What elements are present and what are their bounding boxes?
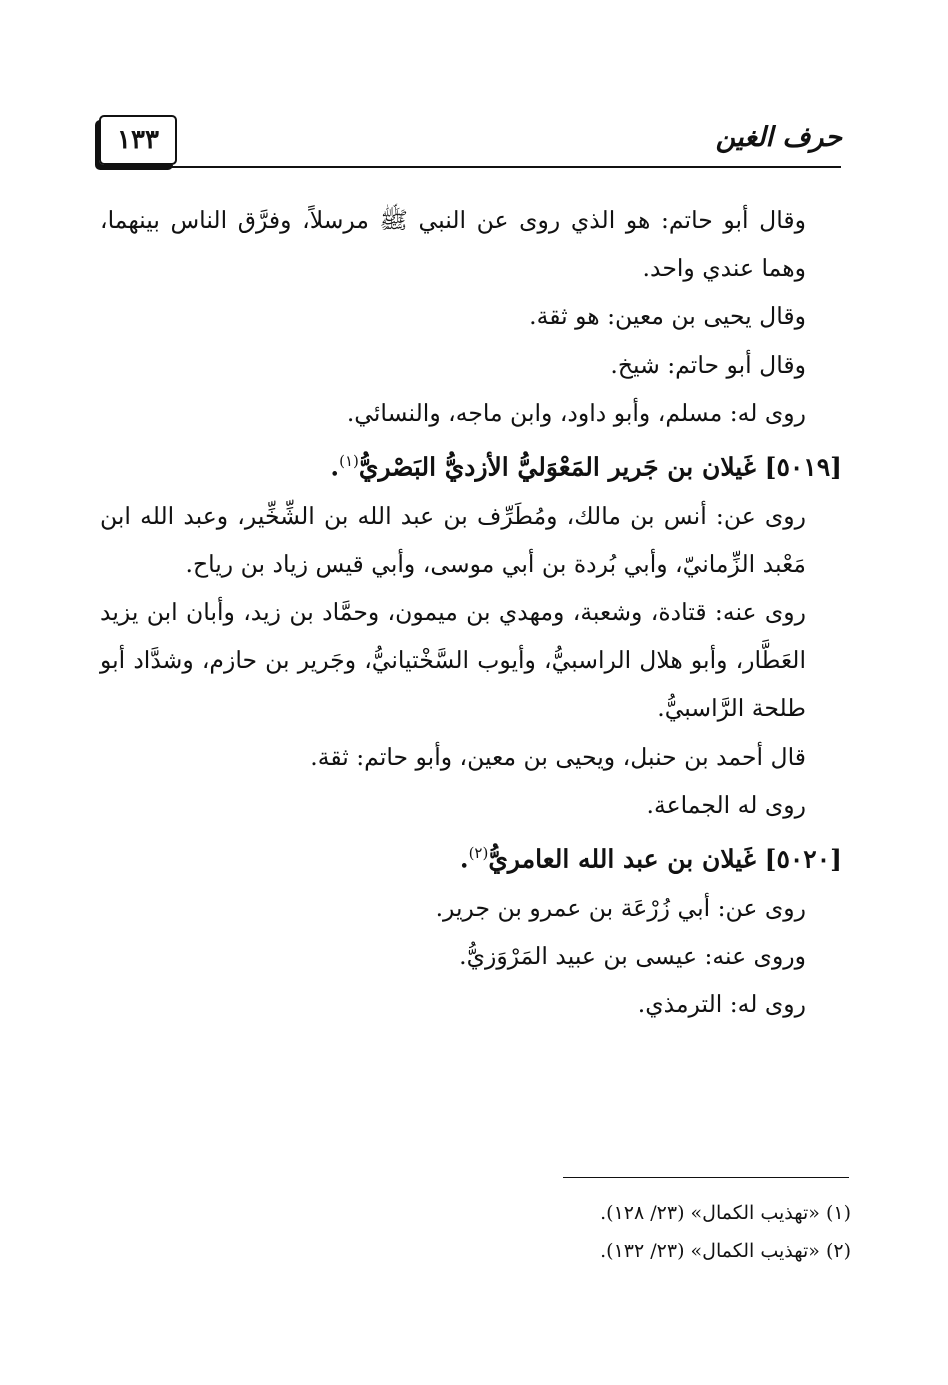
header-rule	[99, 166, 841, 168]
paragraph: روى له: الترمذي.	[637, 989, 806, 1018]
entry-name: غَيلان بن جَرير المَعْوَليُّ الأزديُّ البَصْريُّ	[358, 452, 756, 482]
entry-number: [٥٠١٩]	[764, 452, 842, 482]
paragraph: روى له: مسلم، وأبو داود، وابن ماجه، والنسائي.	[346, 398, 806, 427]
paragraph: وقال أبو حاتم: شيخ.	[610, 350, 806, 379]
chapter-title: حرف الغين	[715, 122, 842, 153]
entry-heading	[100, 829, 842, 884]
paragraph: قال أحمد بن حنبل، ويحيى بن معين، وأبو حاتم: ثقة.	[310, 742, 806, 771]
paragraph: روى عن: أبي زُرْعَة بن عمرو بن جرير.	[435, 893, 806, 922]
footnotes	[431, 1194, 851, 1270]
paragraph: وروى عنه: عيسى بن عبيد المَرْوَزيُّ.	[459, 941, 806, 970]
footnote-ref: (٢)	[468, 843, 489, 862]
paragraph: وقال أبو حاتم: هو الذي روى عن النبي ﷺ مرسلاً، وفرَّق الناس بينهما، وهما عندي واحد.	[100, 206, 806, 283]
entry-name: غَيلان بن عبد الله العامريُّ	[488, 844, 756, 874]
paragraph: وقال يحيى بن معين: هو ثقة.	[529, 302, 806, 331]
entry-end: .	[330, 452, 340, 482]
footnote-ref: (١)	[339, 452, 359, 471]
footnote: (٢) «تهذيب الكمال» (٢٣/ ١٣٢).	[600, 1240, 851, 1262]
page-number: ١٣٣	[117, 125, 159, 155]
footnote-rule	[563, 1177, 849, 1178]
entry-heading	[100, 437, 842, 492]
paragraph: روى عن: أنس بن مالك، ومُطَرِّف بن عبد الله بن الشِّخِّير، وعبد الله ابن مَعْبد الزِّمانيّ، وأبي بُردة بن أبي موسى، وأبي قيس زياد بن رياح.	[100, 501, 806, 578]
page-number-box	[99, 115, 177, 165]
entry-number: [٥٠٢٠]	[764, 844, 842, 874]
footnote: (١) «تهذيب الكمال» (٢٣/ ١٢٨).	[600, 1202, 851, 1224]
main-text	[100, 196, 842, 1028]
paragraph: روى عنه: قتادة، وشعبة، ومهدي بن ميمون، وحمَّاد بن زيد، وأبان ابن يزيد العَطَّار، وأبو هلال الراسبيُّ، وأيوب السَّخْتيانيُّ، وجَرير بن حازم، وشدَّاد أبو طلحة الرَّاسبيُّ.	[100, 597, 806, 723]
paragraph: روى له الجماعة.	[646, 790, 806, 819]
entry-end: .	[459, 844, 469, 874]
